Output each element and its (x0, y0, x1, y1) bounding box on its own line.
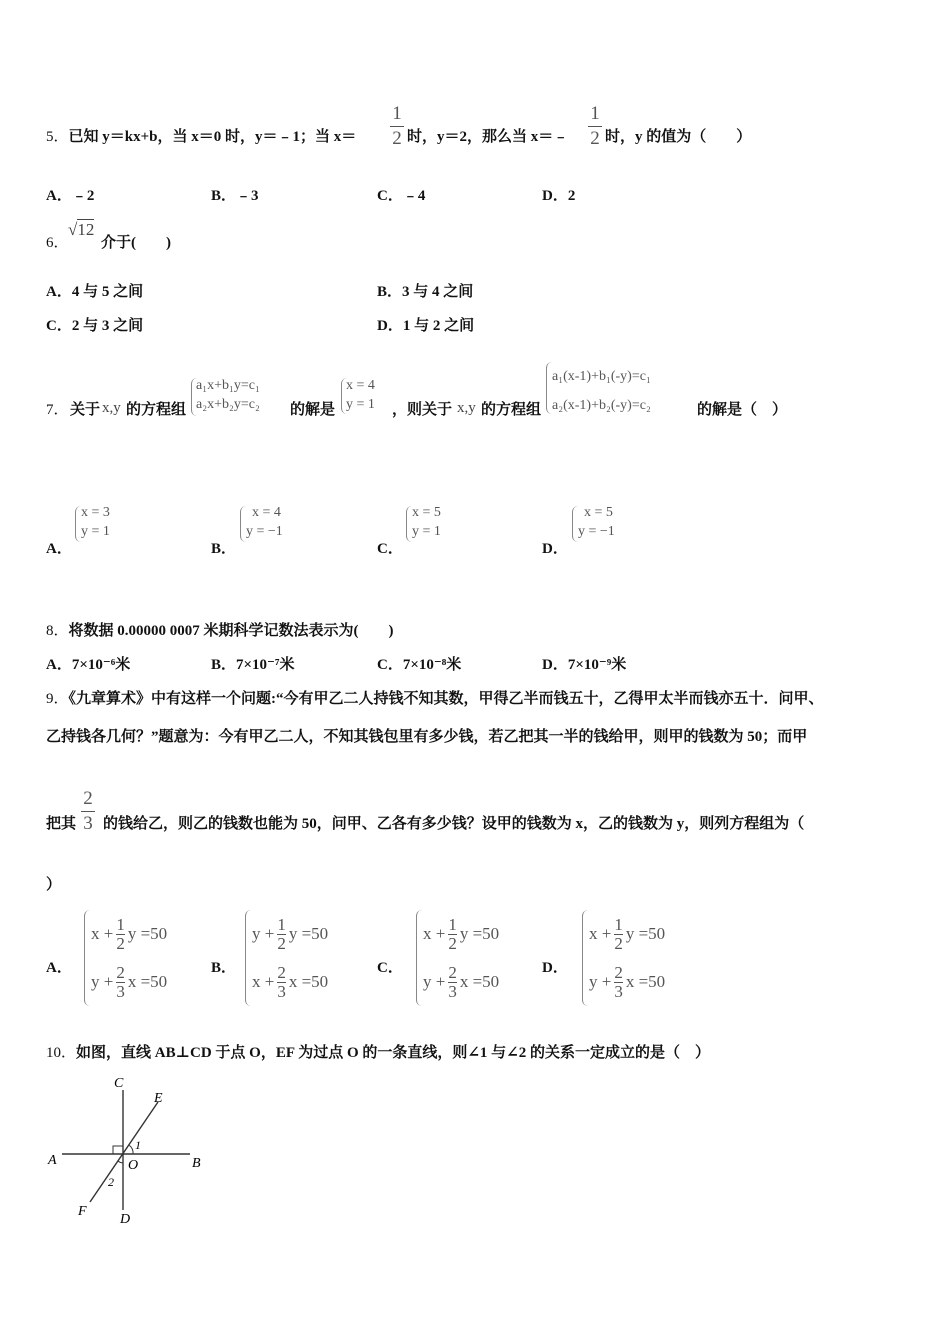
q8-option-d[interactable]: D．7×10⁻⁹米 (542, 657, 627, 673)
q9-option-d-brace (582, 910, 589, 1006)
angle-1-arc (129, 1145, 133, 1154)
q9-option-a-label[interactable]: A． (46, 960, 72, 976)
right-angle-mark (113, 1146, 123, 1154)
q7-option-d-label[interactable]: D． (542, 541, 568, 557)
label-e: E (154, 1091, 163, 1106)
q5-stem (46, 127, 356, 147)
q9-option-d-label[interactable]: D． (542, 960, 568, 976)
q5-fraction-1: 1 2 (390, 103, 404, 150)
label-angle-2: 2 (108, 1175, 114, 1189)
q7-text-a: 关于 (70, 402, 101, 418)
q9-option-b[interactable]: y + 1 2 y =50 x + 2 3 x =50 (252, 914, 329, 1001)
q9-option-c-label[interactable]: C． (377, 960, 403, 976)
q9-line-2: 乙持钱各几何？”题意为：今有甲乙二人，不知其钱包里有多少钱，若乙把其一半的钱给甲，则甲的钱数为 50；而甲 (46, 729, 808, 745)
q6-option-c[interactable]: C．2 与 3 之间 (46, 318, 144, 334)
q8-number: 8． (46, 623, 69, 639)
q8-option-b[interactable]: B．7×10⁻⁷米 (211, 657, 295, 673)
sqrt-icon: √ (68, 220, 78, 239)
q7-system-1: a₁x+b₁y=c₁ a₂x+b₂y=c₂ (196, 378, 260, 412)
q6-sqrt-expression (68, 220, 94, 240)
q8-option-a[interactable]: A．7×10⁻⁶米 (46, 657, 131, 673)
q5-option-c[interactable]: C．﹣4 (377, 188, 426, 204)
q7-text-c: 的解是 (290, 402, 336, 418)
q9-option-d[interactable]: x + 1 2 y =50 y + 2 3 x =50 (589, 914, 666, 1001)
q9-option-b-label[interactable]: B． (211, 960, 237, 976)
q9-line-3-a: 把其 (46, 816, 77, 832)
q7-text-b: 的方程组 (126, 402, 187, 418)
q7-vars-2: x,y (457, 400, 476, 416)
q6-option-a[interactable]: A．4 与 5 之间 (46, 284, 144, 300)
q5-stem-part-a: 已知 y＝kx+b，当 x＝0 时，y＝﹣1；当 x＝ (68, 129, 357, 145)
q7-option-a[interactable]: x = 3 y = 1 (81, 505, 110, 539)
label-b: B (192, 1156, 201, 1171)
q5-option-b[interactable]: B．﹣3 (211, 188, 259, 204)
q8-option-c[interactable]: C．7×10⁻⁸米 (377, 657, 462, 673)
q10-stem (46, 1043, 710, 1063)
q9-option-c[interactable]: x + 1 2 y =50 y + 2 3 x =50 (423, 914, 500, 1001)
q5-option-a[interactable]: A．﹣2 (46, 188, 95, 204)
q9-line-4: ） (46, 877, 62, 893)
q8-stem (46, 621, 394, 641)
q10-number: 10． (46, 1045, 77, 1061)
label-a: A (48, 1153, 57, 1168)
q9-option-a[interactable]: x + 1 2 y =50 y + 2 3 x =50 (91, 914, 168, 1001)
q5-option-d[interactable]: D．2 (542, 188, 576, 204)
q7-number: 7． (46, 402, 69, 418)
q7-option-a-label[interactable]: A． (46, 541, 72, 557)
q8-stem-text: 将数据 0.00000 0007 米期科学记数法表示为( ) (68, 623, 394, 639)
q9-fraction: 2 3 (81, 788, 95, 835)
q7-text-d: ，则关于 (392, 402, 453, 418)
q6-stem: 介于( ) (101, 235, 171, 251)
q7-text-f: 的解是（ ） (697, 402, 788, 418)
q9-number: 9． (46, 691, 69, 707)
q7-option-d[interactable]: x = 5 y = −1 (578, 505, 615, 539)
q7-option-c[interactable]: x = 5 y = 1 (412, 505, 441, 539)
q7-option-b[interactable]: x = 4 y = −1 (246, 505, 283, 539)
q7-system-2: a₁(x-1)+b₁(-y)=c₁ a₂(x-1)+b₂(-y)=c₂ (552, 369, 651, 413)
q9-option-a-brace (84, 910, 91, 1006)
q10-stem-text: 如图，直线 AB⊥CD 于点 O，EF 为过点 O 的一条直线，则∠1 与∠2 的关系一定成立的是（ ） (76, 1045, 711, 1061)
q6-number: 6． (46, 235, 69, 251)
label-d: D (120, 1212, 131, 1227)
label-f: F (78, 1204, 87, 1219)
q5-number: 5． (46, 129, 69, 145)
label-o: O (128, 1158, 139, 1173)
q9-option-c-brace (416, 910, 423, 1006)
q9-line-3-b: 的钱给乙，则乙的钱数也能为 50，问甲、乙各有多少钱？设甲的钱数为 x，乙的钱数为 y，则列方程组为（ (103, 816, 805, 832)
label-angle-1: 1 (135, 1138, 141, 1152)
q7-solution: x = 4 y = 1 (346, 378, 375, 412)
q10-figure (40, 1070, 220, 1230)
label-c: C (114, 1076, 124, 1091)
q5-fraction-2: 1 2 (588, 103, 602, 150)
q9-option-b-brace (245, 910, 252, 1006)
q6-option-b[interactable]: B．3 与 4 之间 (377, 284, 474, 300)
q6-option-d[interactable]: D．1 与 2 之间 (377, 318, 475, 334)
line-ef (90, 1102, 158, 1202)
q5-stem-part-b: 时，y＝2，那么当 x＝﹣ (407, 129, 569, 145)
q9-line-1: 9．《九章算术》中有这样一个问题:“今有甲乙二人持钱不知其数，甲得乙半而钱五十，乙得甲太半而钱亦五十．问甲、 (46, 691, 824, 707)
q7-option-b-label[interactable]: B． (211, 541, 237, 557)
q7-text-e: 的方程组 (481, 402, 542, 418)
angle-2-arc (118, 1161, 123, 1163)
q7-vars-1: x,y (102, 400, 121, 416)
q6-radicand: 12 (77, 220, 95, 239)
q7-option-c-label[interactable]: C． (377, 541, 403, 557)
q5-stem-part-c: 时，y 的值为（ ） (605, 129, 752, 145)
